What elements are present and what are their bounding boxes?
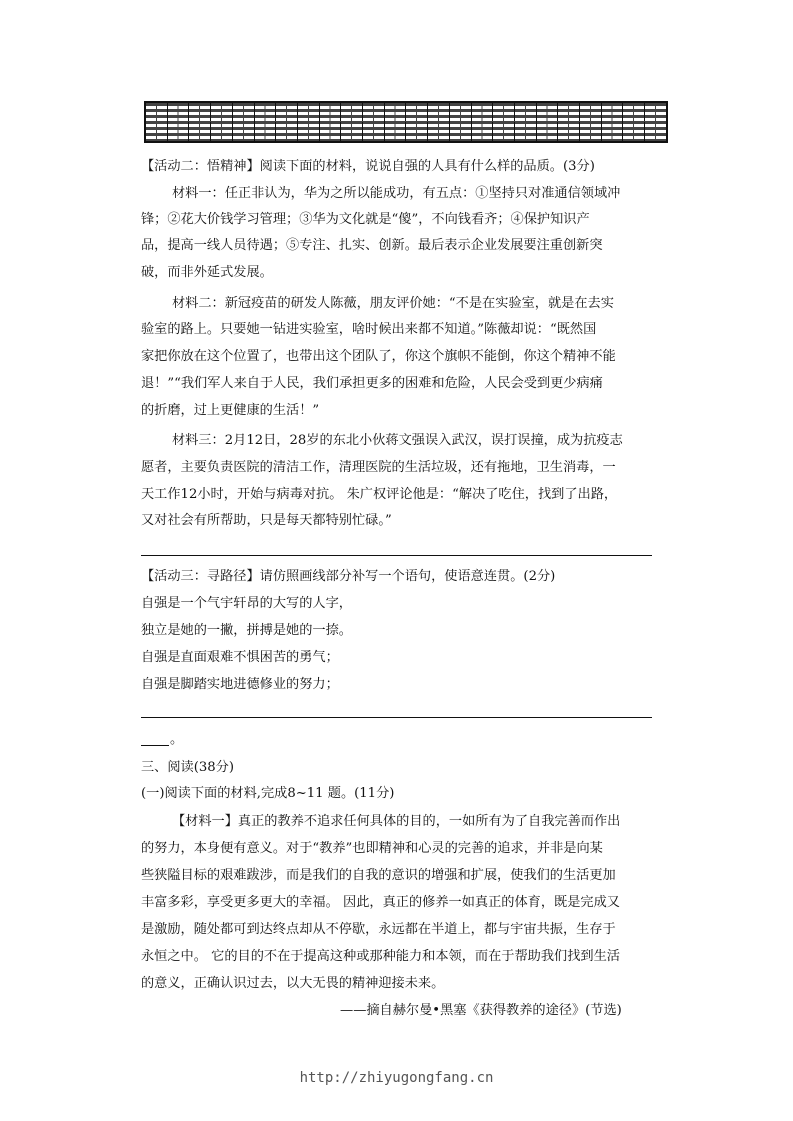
grid-cell <box>558 103 580 141</box>
reading-line: 的努力，本身便有意义。对于“教养”也即精神和心灵的完善的追求，并非是向某 <box>141 841 603 856</box>
material3-line: 天工作12小时，开始与病毒对抗。 朱广权评论他是：“解决了吃住，找到了出路， <box>141 487 618 502</box>
grid-cell <box>602 103 624 141</box>
material2-line: 退！”“我们军人来自于人民，我们承担更多的困难和危险，人民会受到更少病痛 <box>141 376 603 391</box>
grid-cell <box>493 103 515 141</box>
grid-cell <box>341 103 363 141</box>
grid-cell <box>623 103 645 141</box>
activity3-line: 自强是脚踏实地进德修业的努力； <box>141 677 339 692</box>
footer-url[interactable]: http://zhiyugongfang.cn <box>299 1070 494 1086</box>
blank-period: 。 <box>170 732 184 747</box>
reading-line: 永恒之中。 它的目的不在于提高这种或那种能力和本领，而在于帮助我们找到生活 <box>141 949 620 964</box>
grid-cell <box>211 103 233 141</box>
material2-line: 材料二：新冠疫苗的研发人陈薇，朋友评价她：“不是在实验室，就是在去实 <box>172 296 614 311</box>
section3-subtitle: (一)阅读下面的材料,完成8~11 题。(11分) <box>141 786 395 801</box>
reading-line: 丰富多彩，享受更多更大的幸福。 因此，真正的修养一如真正的体育，既是完成又 <box>141 895 620 910</box>
reading-line: 的意义，正确认识过去，以大无畏的精神迎接未来。 <box>141 976 445 991</box>
activity3-heading: 【活动三：寻路径】请仿照画线部分补写一个语句，使语意连贯。(2分) <box>141 569 556 584</box>
grid-cell <box>298 103 320 141</box>
grid-cell <box>406 103 428 141</box>
grid-cell <box>255 103 277 141</box>
grid-cell <box>537 103 559 141</box>
material1-line: 材料一：任正非认为，华为之所以能成功，有五点：①坚持只对准通信领域冲 <box>172 186 621 201</box>
section3-title: 三、阅读(38分) <box>141 760 235 775</box>
activity3-line: 自强是直面艰难不惧困苦的勇气； <box>141 650 339 665</box>
material2-line: 验室的路上。只要她一钻进实验室，啥时候出来都不知道。”陈薇却说：“既然国 <box>141 322 597 337</box>
material1-line: 破，而非外延式发展。 <box>141 265 273 280</box>
grid-cell <box>233 103 255 141</box>
grid-midline <box>146 121 666 122</box>
material3-line: 又对社会有所帮助，只是每天都特别忙碌。” <box>141 513 392 528</box>
grid-cell <box>363 103 385 141</box>
grid-cell <box>472 103 494 141</box>
grid-cell <box>168 103 190 141</box>
grid-cell <box>189 103 211 141</box>
grid-cell <box>385 103 407 141</box>
reading-line: 是激励，随处都可到达终点却从不停歇，永远都在半道上，都与宇宙共振，生存于 <box>141 922 616 937</box>
reading-line: 【材料一】真正的教养不追求任何具体的目的，一如所有为了自我完善而作出 <box>172 814 621 829</box>
material2-line: 的折磨，过上更健康的生活！” <box>141 403 320 418</box>
material3-line: 材料三：2月12日，28岁的东北小伙蒋文强误入武汉，误打误撞，成为抗疫志 <box>172 433 623 448</box>
grid-cell <box>580 103 602 141</box>
grid-cell <box>276 103 298 141</box>
activity3-line: 自强是一个气宇轩昂的大写的人字， <box>141 596 352 611</box>
material1-line: 锋；②花大价钱学习管理；③华为文化就是“傻”，不向钱看齐；④保护知识产 <box>141 212 590 227</box>
material2-line: 家把你放在这个位置了，也带出这个团队了，你这个旗帜不能倒，你这个精神不能 <box>141 349 616 364</box>
grid-cell <box>450 103 472 141</box>
grid-cell <box>428 103 450 141</box>
answer-blank <box>141 745 169 746</box>
grid-cell <box>515 103 537 141</box>
reading-line: 些狭隘目标的艰难跋涉，而是我们的自我的意识的增强和扩展，使我们的生活更加 <box>141 868 616 883</box>
material1-line: 品，提高一线人员待遇；⑤专注、扎实、创新。最后表示企业发展要注重创新突 <box>141 238 603 253</box>
answer-line <box>141 717 652 718</box>
answer-line <box>141 555 652 556</box>
writing-grid <box>144 101 668 143</box>
grid-cell <box>645 103 666 141</box>
grid-cell <box>320 103 342 141</box>
activity2-heading: 【活动二：悟精神】阅读下面的材料，说说自强的人具有什么样的品质。(3分) <box>141 159 595 174</box>
grid-cell <box>146 103 168 141</box>
activity3-line: 独立是她的一撇，拼搏是她的一捺。 <box>141 623 352 638</box>
material3-line: 愿者，主要负责医院的清洁工作，清理医院的生活垃圾，还有拖地，卫生消毒，一 <box>141 460 616 475</box>
source-citation: ——摘自赫尔曼•黑塞《获得教养的途径》(节选) <box>340 1003 622 1018</box>
